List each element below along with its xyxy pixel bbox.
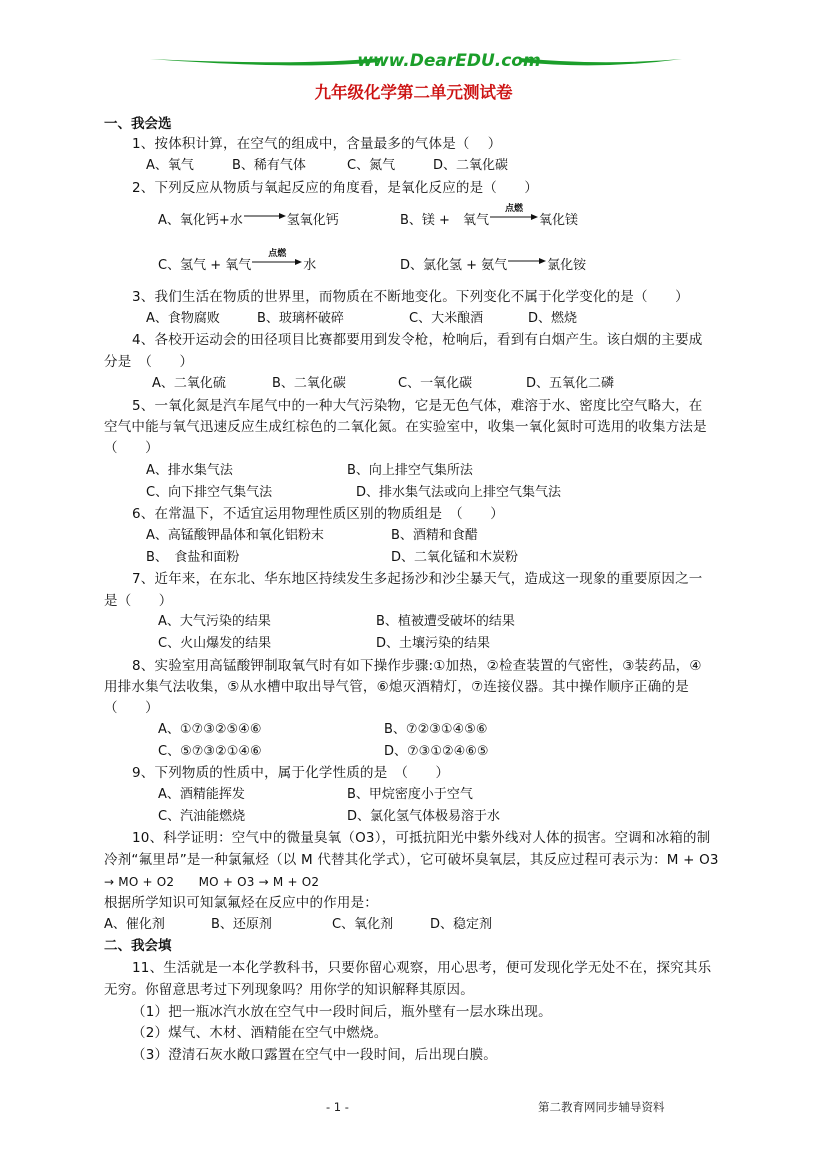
question-1-stem: 1、按体积计算，在空气的组成中，含量最多的气体是（ ） xyxy=(132,136,502,152)
reaction-c-product: 水 xyxy=(303,258,317,273)
question-4-option-b: B、二氧化碳 xyxy=(272,376,346,391)
reaction-arrow-ignite xyxy=(489,204,539,229)
footer-source: 第二教育网同步辅导资料 xyxy=(538,1100,665,1114)
question-7-option-a: A、大气污染的结果 xyxy=(158,614,271,629)
question-6-stem: 6、在常温下，不适宜运用物理性质区别的物质组是 （ ） xyxy=(132,506,504,522)
question-8-option-d: D、⑦③①②④⑥⑤ xyxy=(384,744,489,759)
question-8-option-b: B、⑦②③①④⑤⑥ xyxy=(384,722,488,737)
question-8-line-2: 用排水集气法收集，⑤从水槽中取出导气管，⑥熄灭酒精灯，⑦连接仪器。其中操作顺序正确的是 xyxy=(104,679,689,695)
question-3-option-b: B、玻璃杯破碎 xyxy=(257,311,344,326)
question-5-line-1: 5、一氧化氮是汽车尾气中的一种大气污染物，它是无色气体，难溶于水、密度比空气略大，在 xyxy=(132,398,703,414)
question-5-option-c: C、向下排空气集气法 xyxy=(146,485,273,500)
section-heading-choose: 一、我会选 xyxy=(104,116,172,132)
reaction-b-product: 氧化镁 xyxy=(538,213,578,228)
question-10-line-4: 根据所学知识可知氯氟烃在反应中的作用是： xyxy=(104,895,378,911)
question-3-option-a: A、食物腐败 xyxy=(146,311,220,326)
question-6-option-a: A、高锰酸钾晶体和氧化铝粉末 xyxy=(146,528,324,543)
question-10-option-c: C、氧化剂 xyxy=(332,917,394,932)
question-7-line-2: 是（ ） xyxy=(104,593,173,609)
question-11-item-2: （2）煤气、木材、酒精能在空气中燃烧。 xyxy=(132,1025,388,1041)
reaction-arrow xyxy=(507,254,547,270)
question-5-option-d: D、排水集气法或向上排空气集气法 xyxy=(356,485,562,500)
condition-label: 点燃 xyxy=(268,249,287,259)
reaction-b-reactants: B、镁 + 氧气 xyxy=(400,213,489,228)
question-11-line-2: 无穷。你留意思考过下列现象吗？用你学的知识解释其原因。 xyxy=(104,982,474,998)
reaction-a-reactants: A、氧化钙+水 xyxy=(158,213,243,228)
question-10-line-1: 10、科学证明：空气中的微量臭氧（O3），可抵抗阳光中紫外线对人体的损害。空调和冰箱的制 xyxy=(132,830,711,846)
question-10-line-3: → MO + O2 MO + O3 → M + O2 xyxy=(104,875,320,889)
question-11-item-1: （1）把一瓶冰汽水放在空气中一段时间后，瓶外壁有一层水珠出现。 xyxy=(132,1004,552,1020)
page-title: 九年级化学第二单元测试卷 xyxy=(314,83,513,102)
question-7-line-1: 7、近年来，在东北、华东地区持续发生多起扬沙和沙尘暴天气，造成这一现象的重要原因之一 xyxy=(132,571,703,587)
question-3-option-c: C、大米酿酒 xyxy=(409,311,484,326)
question-6-option-d: D、二氧化锰和木炭粉 xyxy=(391,550,519,565)
question-3-stem: 3、我们生活在物质的世界里，而物质在不断地变化。下列变化不属于化学变化的是（ ） xyxy=(132,289,689,305)
question-10-line-2: 冷剂“氟里昂”是一种氯氟烃（以 M 代替其化学式），它可破坏臭氧层，其反应过程可表示为：M + O3 xyxy=(104,852,719,868)
question-10-option-b: B、还原剂 xyxy=(211,917,272,932)
reaction-d-reactants: D、氯化氢 + 氨气 xyxy=(400,258,508,273)
page-number: - 1 - xyxy=(326,1100,349,1114)
question-2-option-a xyxy=(158,213,339,229)
question-9-option-b: B、甲烷密度小于空气 xyxy=(347,787,473,802)
site-name: www.DearEDU.com xyxy=(357,51,541,71)
question-2-option-c xyxy=(158,249,317,274)
question-1-option-b: B、稀有气体 xyxy=(232,158,306,173)
question-1-option-c: C、氮气 xyxy=(347,158,396,173)
question-6-option-c: B、 食盐和面粉 xyxy=(146,550,240,565)
question-9-option-a: A、酒精能挥发 xyxy=(158,787,245,802)
question-4-option-c: C、一氧化碳 xyxy=(398,376,473,391)
question-3-option-d: D、燃烧 xyxy=(528,311,578,326)
question-11-line-1: 11、生活就是一本化学教科书，只要你留心观察，用心思考，便可发现化学无处不在，探究其乐 xyxy=(132,960,712,976)
question-11-item-3: （3）澄清石灰水敞口露置在空气中一段时间，后出现白膜。 xyxy=(132,1047,497,1063)
question-5-line-2: 空气中能与氧气迅速反应生成红棕色的二氧化氮。在实验室中，收集一氧化氮时可选用的收集方法是 xyxy=(104,419,707,435)
reaction-c-reactants: C、氢气 + 氧气 xyxy=(158,258,252,273)
question-9-option-c: C、汽油能燃烧 xyxy=(158,809,246,824)
question-8-option-c: C、⑤⑦③②①④⑥ xyxy=(158,744,262,759)
question-10-option-d: D、稳定剂 xyxy=(430,917,493,932)
question-1-option-d: D、二氧化碳 xyxy=(433,158,509,173)
question-7-option-c: C、火山爆发的结果 xyxy=(158,636,272,651)
question-5-option-b: B、向上排空气集所法 xyxy=(347,463,473,478)
question-5-line-3: （ ） xyxy=(104,440,159,456)
reaction-arrow xyxy=(243,209,287,225)
reaction-arrow-ignite xyxy=(251,249,303,274)
question-9-stem: 9、下列物质的性质中，属于化学性质的是 （ ） xyxy=(132,765,450,781)
question-10-option-a: A、催化剂 xyxy=(104,917,165,932)
section-heading-fill: 二、我会填 xyxy=(104,938,172,954)
header-logo xyxy=(0,46,827,86)
question-4-option-a: A、二氧化硫 xyxy=(152,376,226,391)
question-7-option-d: D、土壤污染的结果 xyxy=(376,636,491,651)
question-5-option-a: A、排水集气法 xyxy=(146,463,233,478)
question-8-option-a: A、①⑦③②⑤④⑥ xyxy=(158,722,262,737)
question-8-line-1: 8、实验室用高锰酸钾制取氧气时有如下操作步骤:①加热，②检查装置的气密性，③装药品，④ xyxy=(132,658,702,674)
question-7-option-b: B、植被遭受破坏的结果 xyxy=(376,614,515,629)
reaction-a-product: 氢氧化钙 xyxy=(286,213,339,228)
condition-label: 点燃 xyxy=(504,204,523,214)
question-2-option-d xyxy=(400,258,586,274)
question-4-option-d: D、五氧化二磷 xyxy=(526,376,615,391)
question-8-line-3: （ ） xyxy=(104,700,159,716)
question-4-line-1: 4、各校开运动会的田径项目比赛都要用到发令枪，枪响后，看到有白烟产生。该白烟的主要成 xyxy=(132,332,703,348)
question-1-option-a: A、氧气 xyxy=(146,158,194,173)
question-6-option-b: B、酒精和食醋 xyxy=(391,528,478,543)
question-2-stem: 2、下列反应从物质与氧起反应的角度看，是氧化反应的是（ ） xyxy=(132,180,539,196)
question-9-option-d: D、氯化氢气体极易溶于水 xyxy=(347,809,501,824)
question-2-option-b xyxy=(400,204,578,229)
question-4-line-2: 分是 （ ） xyxy=(104,354,194,370)
reaction-d-product: 氯化铵 xyxy=(547,258,587,273)
